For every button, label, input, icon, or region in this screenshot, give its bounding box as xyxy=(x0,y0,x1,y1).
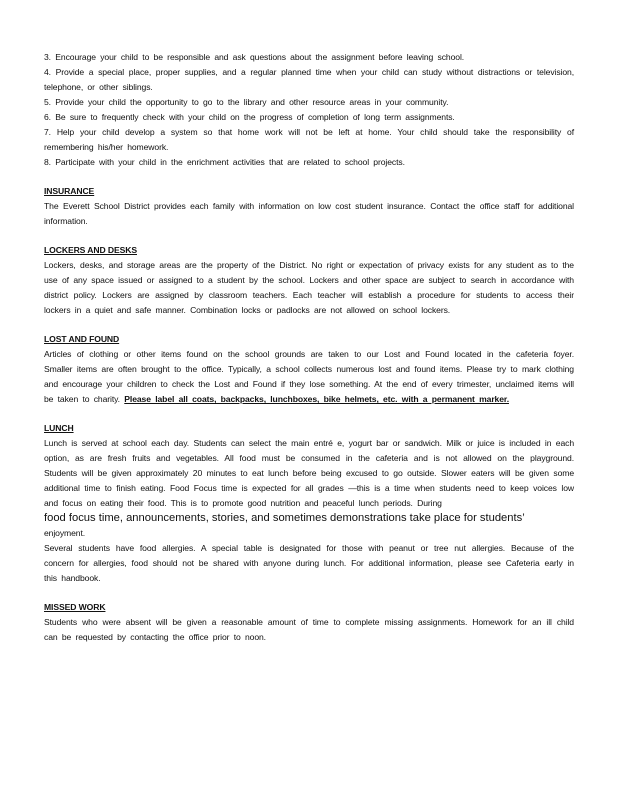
insurance-section xyxy=(44,184,574,229)
section-body: Lockers, desks, and storage areas are the property of the District. No right or expectation of privacy exists for any student as to the use of any space issued or assigned to a student by the school. Lockers and other space are subject to search in accordance with district policy. Lockers are assigned by classroom teachers. Each teacher will establish a procedure for students to access their lockers in a quiet and safe manner. Combination locks or padlocks are not allowed on school lockers. xyxy=(44,260,574,315)
list-item: 4. Provide a special place, proper supplies, and a regular planned time when your child can study without distractions or television, telephone, or other siblings. xyxy=(44,67,574,92)
lunch-section xyxy=(44,421,574,586)
lost-emphasis-text: Please label all coats, backpacks, lunchboxes, bike helmets, etc. with a permanent marker. xyxy=(124,394,509,404)
allergy-paragraph: Several students have food allergies. A special table is designated for those with peanut or tree nut allergies. Because of the concern for allergies, food should not be shared with anyone during lunch. For additional information, please see Cafeteria early in this handbook. xyxy=(44,543,574,583)
missed-work-section xyxy=(44,600,574,645)
section-body: The Everett School District provides each family with information on low cost student insurance. Contact the office staff for additional information. xyxy=(44,201,574,226)
lost-and-found-section xyxy=(44,332,574,407)
section-heading: LUNCH xyxy=(44,423,74,433)
section-body: Lunch is served at school each day. Students can select the main entré e, yogurt bar or sandwich. Milk or juice is included in each option, as are fresh fruits and vegetables. All food must be consumed in the cafeteria and is not allowed on the playground. Students will be given approximately 20 minutes to eat lunch before being excused to go outside. Slower eaters will be given some additional time to finish eating. Food Focus time is expected for all grades —this is a time when students need to keep voices low and focus on eating their food. This is to promote good nutrition and peaceful lunch periods. During xyxy=(44,438,574,508)
section-heading: INSURANCE xyxy=(44,186,95,196)
lost-body-text: Articles of clothing or other items found on the school grounds are taken to our Lost and Found located in the cafeteria foyer. Smaller items are often brought to the office. Typically, a school collects numerous lost and found items. Please try to mark clothing and encourage your children to check the Lost and Found if they lose something. At the end of every trimester, unclaimed items will be taken to charity. xyxy=(44,349,574,404)
section-heading: LOCKERS AND DESKS xyxy=(44,245,137,255)
list-item: 8. Participate with your child in the enrichment activities that are related to school projects. xyxy=(44,157,405,167)
list-item: 6. Be sure to frequently check with your child on the progress of completion of long term assignments. xyxy=(44,112,455,122)
section-heading: LOST AND FOUND xyxy=(44,334,120,344)
lockers-section xyxy=(44,243,574,318)
handbook-page xyxy=(44,50,574,645)
lunch-tail: enjoyment. xyxy=(44,528,86,538)
section-body: Students who were absent will be given a reasonable amount of time to complete missing assignments. Homework for an ill child can be requested by contacting the office prior to noon. xyxy=(44,617,574,642)
section-heading: MISSED WORK xyxy=(44,602,106,612)
list-item: 5. Provide your child the opportunity to go to the library and other resource areas in your community. xyxy=(44,97,449,107)
section-body xyxy=(44,347,574,407)
list-item: 3. Encourage your child to be responsible and ask questions about the assignment before leaving school. xyxy=(44,52,465,62)
lunch-focus-line: food focus time, announcements, stories, and sometimes demonstrations take place for students’ xyxy=(44,512,525,524)
list-item: 7. Help your child develop a system so that home work will not be left at home. Your child should take the responsibility of remembering his/her homework. xyxy=(44,127,574,152)
homework-tips-list xyxy=(44,50,574,170)
